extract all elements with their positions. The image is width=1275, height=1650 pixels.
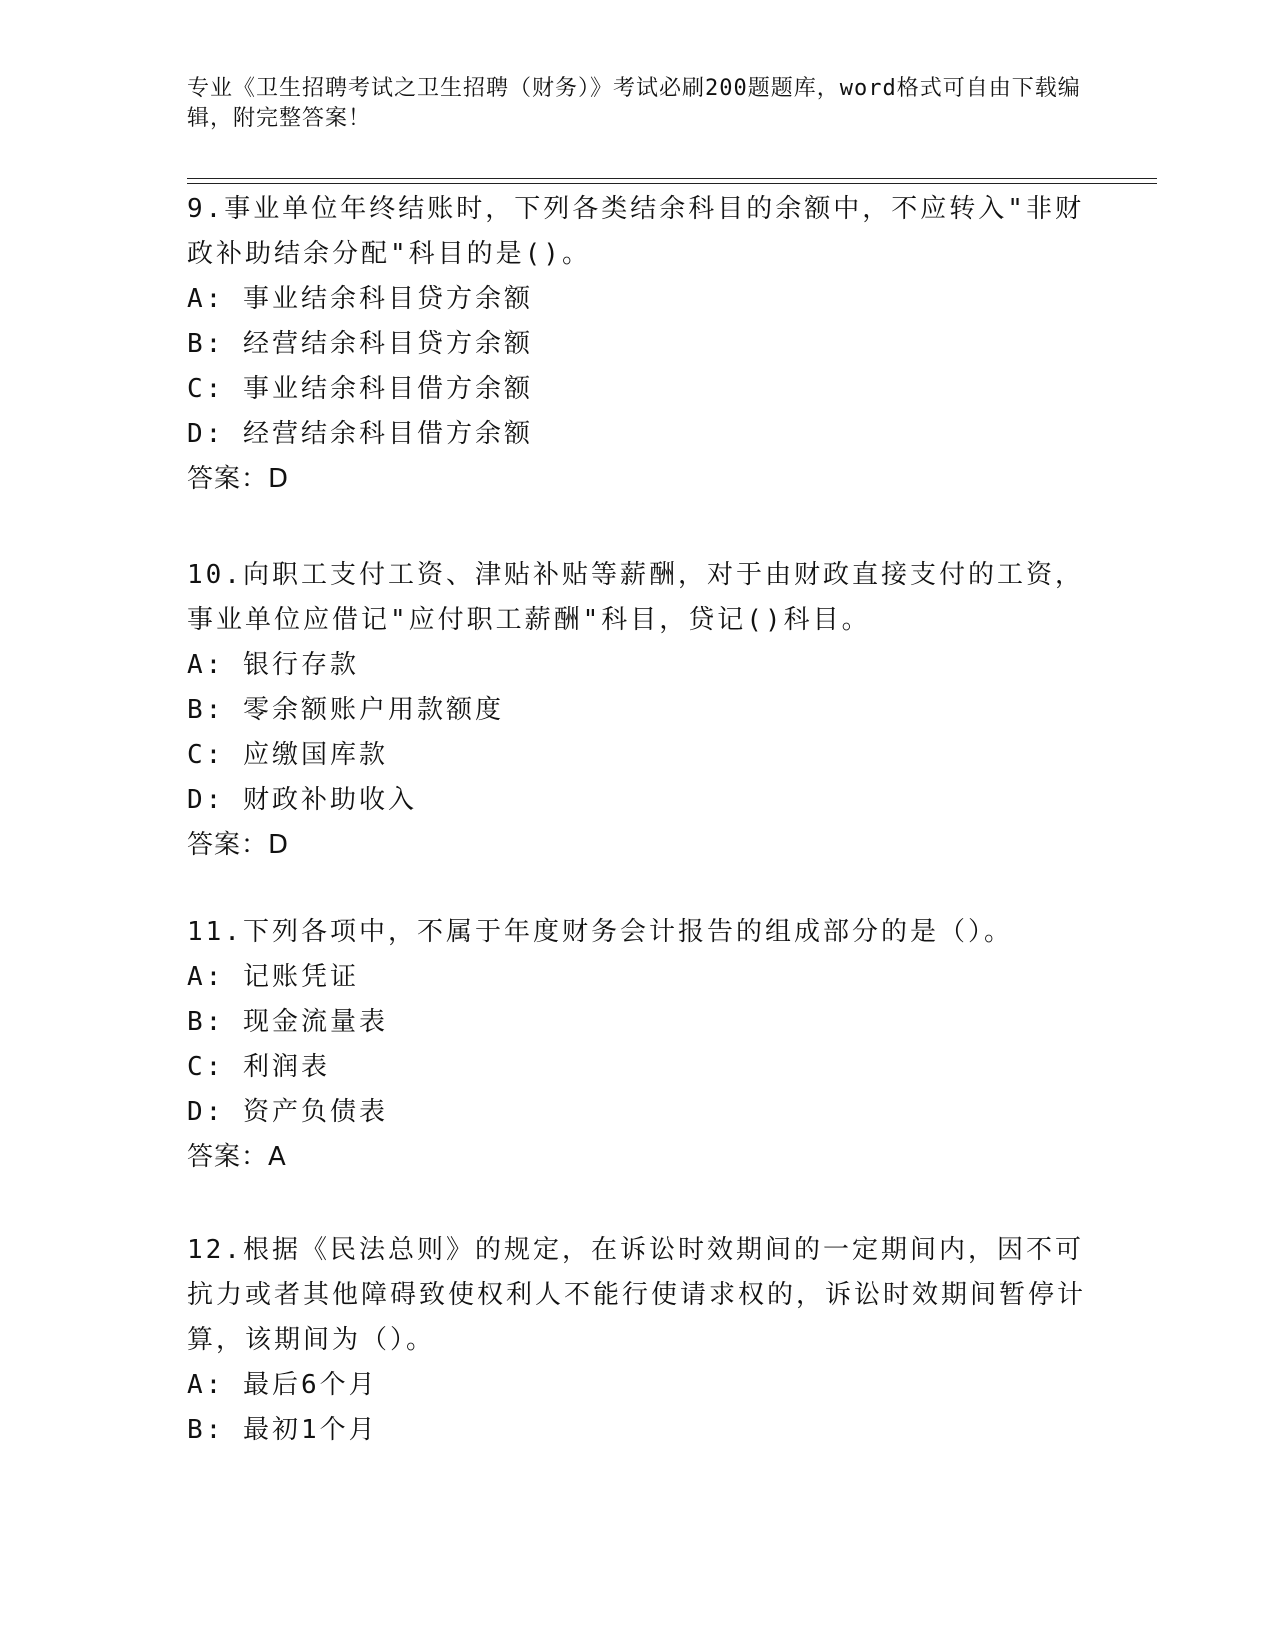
option-b: B: 经营结余科目贷方余额 — [187, 329, 533, 359]
answer-line: 答案：D — [187, 464, 290, 494]
option-a: A: 银行存款 — [187, 650, 359, 680]
document-header: 专业《卫生招聘考试之卫生招聘（财务）》考试必刷200题题库，word格式可自由下载编辑，附完整答案！ — [187, 76, 1081, 131]
option-b: B: 最初1个月 — [187, 1415, 378, 1445]
header-divider-bottom — [187, 183, 1157, 184]
question-stem: 11.下列各项中，不属于年度财务会计报告的组成部分的是（）。 — [187, 917, 1013, 947]
question-10 — [187, 553, 1087, 868]
option-c: C: 应缴国库款 — [187, 740, 388, 770]
option-b: B: 零余额账户用款额度 — [187, 695, 504, 725]
option-a: A: 最后6个月 — [187, 1370, 378, 1400]
answer-line: 答案：A — [187, 1142, 287, 1172]
question-stem: 12.根据《民法总则》的规定，在诉讼时效期间的一定期间内，因不可抗力或者其他障碍致使权利人不能行使请求权的，诉讼时效期间暂停计算，该期间为（）。 — [187, 1235, 1087, 1355]
option-d: D: 经营结余科目借方余额 — [187, 419, 533, 449]
question-9 — [187, 187, 1087, 502]
question-11 — [187, 910, 1087, 1180]
option-a: A: 记账凭证 — [187, 962, 359, 992]
option-d: D: 财政补助收入 — [187, 785, 417, 815]
question-stem: 9.事业单位年终结账时，下列各类结余科目的余额中，不应转入"非财政补助结余分配"科目的是()。 — [187, 194, 1084, 269]
header-divider-top — [187, 178, 1157, 179]
option-c: C: 利润表 — [187, 1052, 330, 1082]
answer-line: 答案：D — [187, 830, 290, 860]
option-a: A: 事业结余科目贷方余额 — [187, 284, 533, 314]
option-b: B: 现金流量表 — [187, 1007, 388, 1037]
option-d: D: 资产负债表 — [187, 1097, 388, 1127]
option-c: C: 事业结余科目借方余额 — [187, 374, 533, 404]
question-stem: 10.向职工支付工资、津贴补贴等薪酬，对于由财政直接支付的工资，事业单位应借记"应付职工薪酬"科目，贷记()科目。 — [187, 560, 1084, 635]
question-12 — [187, 1228, 1087, 1453]
